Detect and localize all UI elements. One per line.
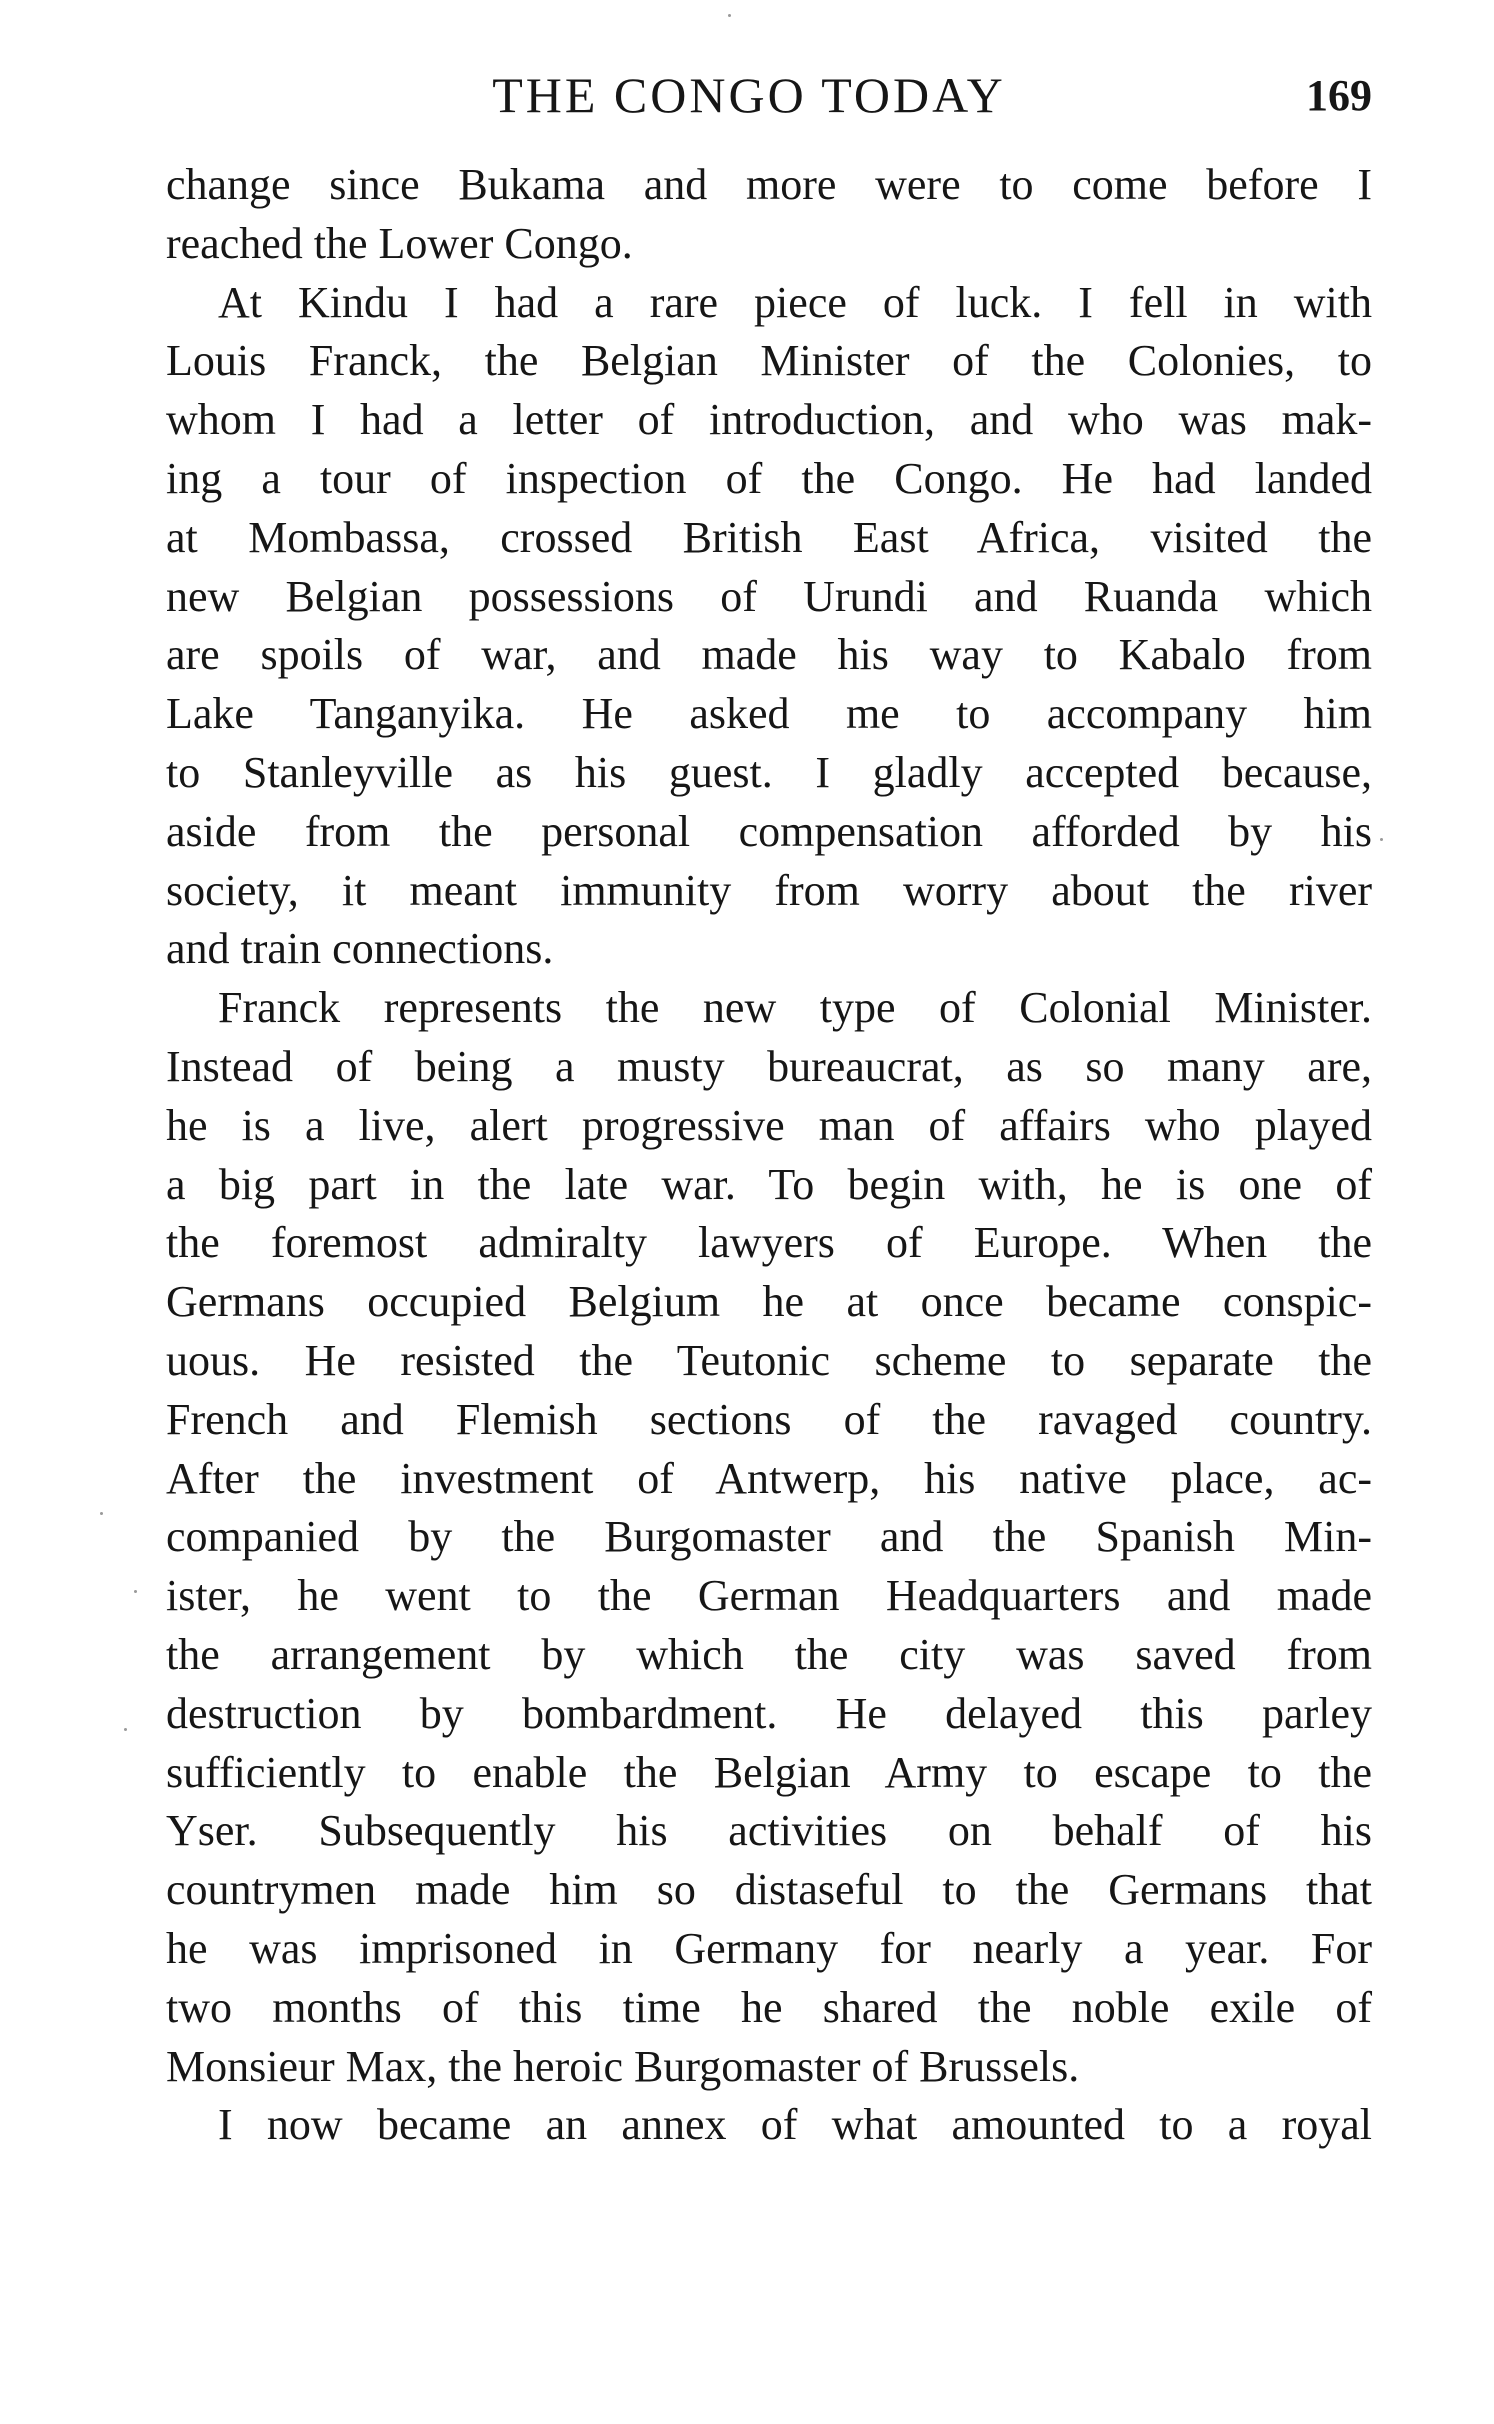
text-line: the foremost admiralty lawyers of Europe. When the <box>166 1218 1372 1268</box>
text-line: are spoils of war, and made his way to Kabalo from <box>166 630 1372 680</box>
scan-speck <box>1380 838 1383 841</box>
text-line: ister, he went to the German Headquarters and made <box>166 1571 1372 1621</box>
scan-speck <box>134 1590 137 1593</box>
text-line: Lake Tanganyika. He asked me to accompany him <box>166 689 1372 739</box>
text-line: the arrangement by which the city was saved from <box>166 1629 1372 1679</box>
text-line: society, it meant immunity from worry about the river <box>166 865 1372 915</box>
text-line: change since Bukama and more were to come before I <box>166 160 1372 209</box>
text-line: ing a tour of inspection of the Congo. He had landed <box>166 453 1372 503</box>
text-line: I now became an annex of what amounted to a royal <box>218 2100 1372 2150</box>
text-line: At Kindu I had a rare piece of luck. I fell in with <box>218 277 1372 327</box>
text-line: Louis Franck, the Belgian Minister of the Colonies, to <box>166 336 1372 386</box>
text-line: new Belgian possessions of Urundi and Ruanda which <box>166 571 1372 621</box>
text-line: two months of this time he shared the noble exile of <box>166 1982 1372 2032</box>
text-line: he is a live, alert progressive man of affairs who played <box>166 1100 1372 1150</box>
scan-speck <box>100 1512 103 1515</box>
text-line: destruction by bombardment. He delayed this parley <box>166 1688 1372 1738</box>
text-line: a big part in the late war. To begin with, he is one of <box>166 1159 1372 1209</box>
scan-speck <box>728 14 731 17</box>
text-line: and train connections. <box>166 924 554 974</box>
text-line: French and Flemish sections of the ravaged country. <box>166 1394 1372 1444</box>
text-line: to Stanleyville as his guest. I gladly accepted because, <box>166 747 1372 797</box>
running-title: THE CONGO TODAY <box>492 67 1006 123</box>
text-line: sufficiently to enable the Belgian Army to escape to the <box>166 1747 1372 1797</box>
text-line: reached the Lower Congo. <box>166 218 633 268</box>
text-line: he was imprisoned in Germany for nearly a year. For <box>166 1923 1372 1973</box>
page-number: 169 <box>1306 71 1372 120</box>
text-line: uous. He resisted the Teutonic scheme to separate the <box>166 1335 1372 1385</box>
text-line: at Mombassa, crossed British East Africa, visited the <box>166 512 1372 562</box>
text-line: After the investment of Antwerp, his native place, ac- <box>166 1453 1372 1503</box>
text-line: Franck represents the new type of Colonial Minister. <box>218 983 1372 1033</box>
running-head <box>166 60 1372 130</box>
body-text <box>166 156 1372 2155</box>
text-line: Monsieur Max, the heroic Burgomaster of Brussels. <box>166 2041 1080 2091</box>
text-line: whom I had a letter of introduction, and who was mak- <box>166 395 1372 445</box>
scan-speck <box>124 1728 127 1731</box>
text-line: countrymen made him so distaseful to the Germans that <box>166 1865 1372 1915</box>
text-line: companied by the Burgomaster and the Spanish Min- <box>166 1512 1372 1562</box>
text-line: Yser. Subsequently his activities on behalf of his <box>166 1806 1372 1856</box>
text-line: Germans occupied Belgium he at once became conspic- <box>166 1277 1372 1327</box>
text-line: Instead of being a musty bureaucrat, as so many are, <box>166 1041 1372 1091</box>
text-line: aside from the personal compensation afforded by his <box>166 806 1372 856</box>
